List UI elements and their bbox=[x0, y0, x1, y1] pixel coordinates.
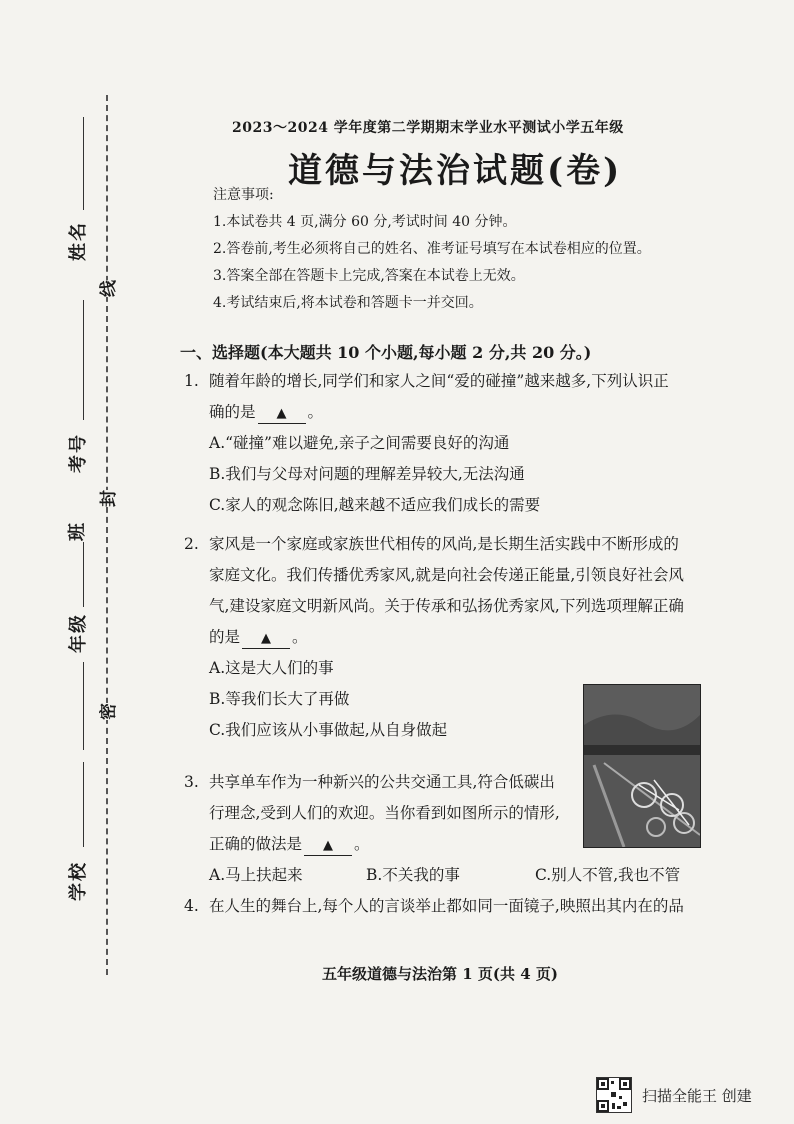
exam-no-blank bbox=[83, 300, 84, 420]
triangle-mark: ▲ bbox=[276, 406, 287, 421]
name-blank bbox=[83, 117, 84, 210]
option-a: A.这是大人们的事 bbox=[209, 659, 334, 677]
exam-title: 道德与法治试题(卷) bbox=[288, 151, 623, 191]
notice-item: 2.答卷前,考生必须将自己的姓名、准考证号填写在本试卷相应的位置。 bbox=[213, 241, 651, 257]
question-text-last bbox=[209, 829, 680, 860]
question-text: 。 bbox=[354, 835, 370, 853]
scanner-text: 扫描全能王 创建 bbox=[642, 1086, 752, 1105]
option-c: C.我们应该从小事做起,从自身做起 bbox=[209, 721, 448, 739]
question-3 bbox=[184, 767, 680, 891]
answer-blank bbox=[304, 837, 352, 856]
option-b: B.不关我的事 bbox=[366, 866, 460, 884]
question-number: 3. bbox=[184, 773, 199, 791]
question-text: 的是 bbox=[209, 628, 241, 646]
question-text: 确的是 bbox=[209, 403, 256, 421]
qr-code-icon bbox=[596, 1077, 632, 1113]
option-c: C.别人不管,我也不管 bbox=[535, 866, 681, 884]
question-text: 。 bbox=[292, 628, 308, 646]
exam-no-label: 考号 bbox=[68, 433, 89, 473]
notice-item: 1.本试卷共 4 页,满分 60 分,考试时间 40 分钟。 bbox=[213, 214, 517, 230]
notice-item: 3.答案全部在答题卡上完成,答案在本试卷上无效。 bbox=[213, 268, 525, 284]
notice-block bbox=[213, 182, 651, 317]
question-4 bbox=[184, 891, 684, 922]
class-label: 班 bbox=[67, 521, 88, 541]
option-row bbox=[209, 860, 680, 891]
school-label: 学校 bbox=[68, 861, 89, 901]
option-b: B.我们与父母对问题的理解差异较大,无法沟通 bbox=[209, 465, 525, 483]
option-a: A.马上扶起来 bbox=[209, 866, 303, 884]
section-heading: 一、选择题(本大题共 10 个小题,每小题 2 分,共 20 分。) bbox=[180, 343, 592, 362]
exam-subtitle: 2023～2024 学年度第二学期期末学业水平测试小学五年级 bbox=[232, 120, 624, 136]
option-c: C.家人的观念陈旧,越来越不适应我们成长的需要 bbox=[209, 496, 541, 514]
scanner-watermark bbox=[596, 1075, 752, 1115]
question-number: 1. bbox=[184, 372, 199, 390]
question-text: 气,建设家庭文明新风尚。关于传承和弘扬优秀家风,下列选项理解正确 bbox=[209, 597, 684, 615]
grade-label: 年级 bbox=[68, 613, 89, 653]
seal-seal-char: 封 bbox=[90, 490, 123, 507]
question-text-last bbox=[209, 397, 669, 428]
question-number: 4. bbox=[184, 897, 199, 915]
answer-blank bbox=[258, 405, 306, 424]
question-text: 正确的做法是 bbox=[209, 835, 303, 853]
school-blank bbox=[83, 762, 84, 847]
question-number: 2. bbox=[184, 535, 199, 553]
seal-secret-char: 密 bbox=[90, 703, 123, 720]
seal-line-char: 线 bbox=[90, 280, 123, 297]
notice-item: 4.考试结束后,将本试卷和答题卡一并交回。 bbox=[213, 295, 483, 311]
question-text: 随着年龄的增长,同学们和家人之间“爱的碰撞”越来越多,下列认识正 bbox=[209, 372, 669, 390]
question-text: 行理念,受到人们的欢迎。当你看到如图所示的情形, bbox=[209, 804, 560, 822]
grade-blank bbox=[83, 662, 84, 750]
page-footer: 五年级道德与法治第 1 页(共 4 页) bbox=[322, 965, 558, 983]
answer-blank bbox=[242, 630, 290, 649]
notice-heading: 注意事项: bbox=[213, 187, 274, 203]
question-text-last bbox=[209, 622, 684, 653]
binding-dashed-line bbox=[106, 95, 108, 975]
class-blank bbox=[83, 542, 84, 607]
question-text: 家风是一个家庭或家族世代相传的风尚,是长期生活实践中不断形成的 bbox=[209, 535, 679, 553]
question-text: 共享单车作为一种新兴的公共交通工具,符合低碳出 bbox=[209, 773, 555, 791]
question-text: 。 bbox=[307, 403, 324, 421]
option-b: B.等我们长大了再做 bbox=[209, 690, 350, 708]
name-label: 姓名 bbox=[68, 221, 89, 261]
question-1 bbox=[184, 366, 669, 521]
triangle-mark: ▲ bbox=[323, 838, 334, 853]
triangle-mark: ▲ bbox=[261, 631, 272, 646]
question-text: 在人生的舞台上,每个人的言谈举止都如同一面镜子,映照出其内在的品 bbox=[209, 897, 684, 915]
question-text: 家庭文化。我们传播优秀家风,就是向社会传递正能量,引领良好社会风 bbox=[209, 566, 684, 584]
option-a: A.“碰撞”难以避免,亲子之间需要良好的沟通 bbox=[209, 434, 510, 452]
